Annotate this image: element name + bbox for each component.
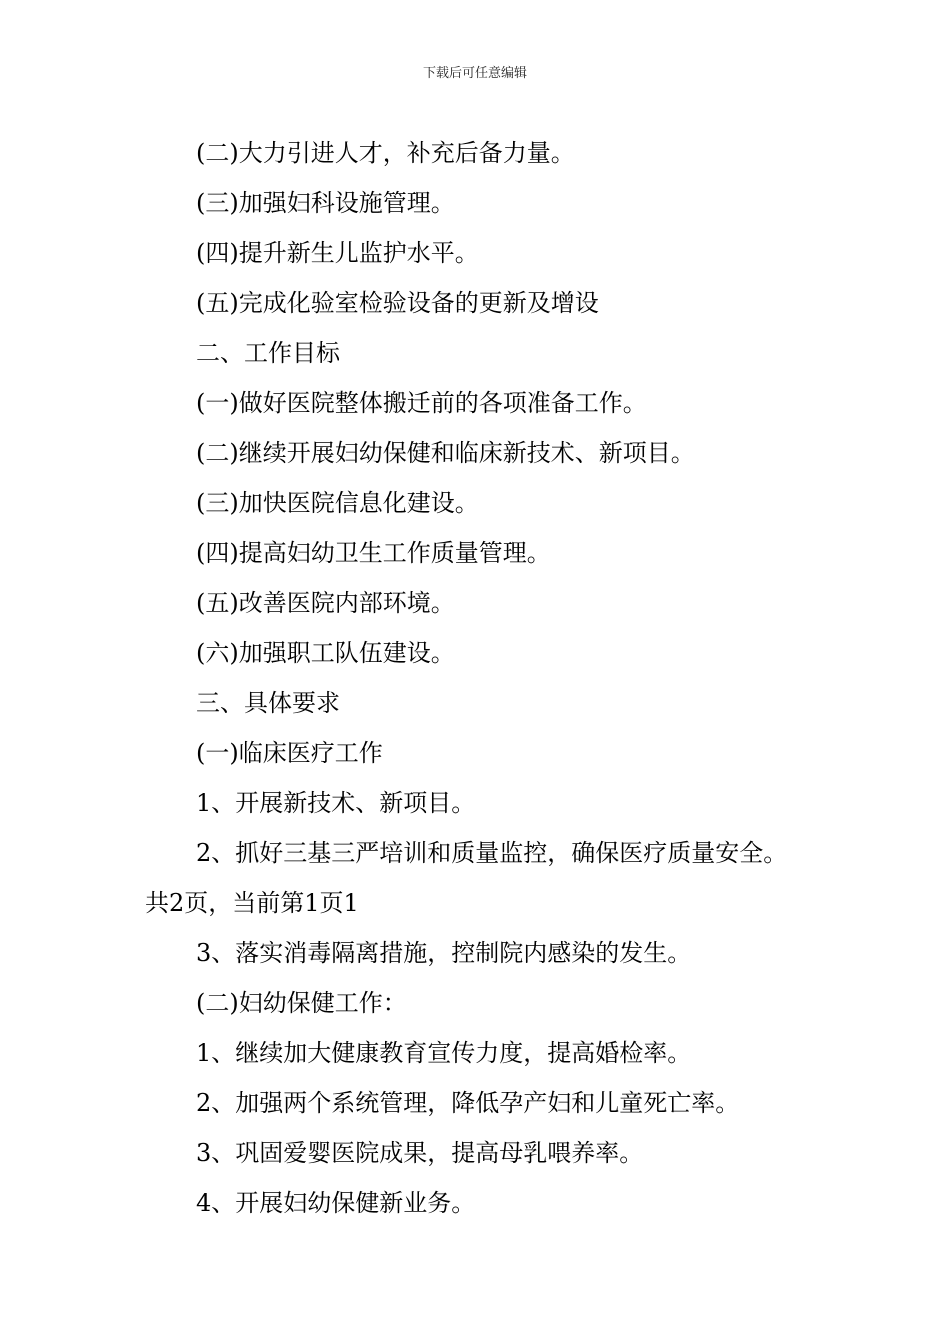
- page-counter: 共2页，当前第1页1: [145, 889, 359, 917]
- text-line: (四)提高妇幼卫生工作质量管理。: [196, 539, 551, 567]
- text-line: 3、落实消毒隔离措施，控制院内感染的发生。: [196, 939, 692, 967]
- text-line: 1、开展新技术、新项目。: [196, 789, 476, 817]
- section-heading: 三、具体要求: [196, 689, 340, 717]
- text-line: 3、巩固爱婴医院成果，提高母乳喂养率。: [196, 1139, 644, 1167]
- text-line: 2、抓好三基三严培训和质量监控，确保医疗质量安全。: [196, 839, 788, 867]
- text-line: (一)做好医院整体搬迁前的各项准备工作。: [196, 389, 647, 417]
- text-line: (五)完成化验室检验设备的更新及增设: [196, 289, 599, 317]
- document-body: [0, 128, 950, 1228]
- subsection-heading: (二)妇幼保健工作：: [196, 989, 407, 1017]
- text-line: (六)加强职工队伍建设。: [196, 639, 455, 667]
- text-line: 2、加强两个系统管理，降低孕产妇和儿童死亡率。: [196, 1089, 740, 1117]
- text-line: 4、开展妇幼保健新业务。: [196, 1189, 476, 1217]
- text-line: (二)大力引进人才，补充后备力量。: [196, 139, 575, 167]
- text-line: (五)改善医院内部环境。: [196, 589, 455, 617]
- text-line: (三)加强妇科设施管理。: [196, 189, 455, 217]
- text-line: (四)提升新生儿监护水平。: [196, 239, 479, 267]
- text-line: 1、继续加大健康教育宣传力度，提高婚检率。: [196, 1039, 692, 1067]
- page-header: 下载后可任意编辑: [422, 66, 527, 81]
- subsection-heading: (一)临床医疗工作: [196, 739, 383, 767]
- text-line: (二)继续开展妇幼保健和临床新技术、新项目。: [196, 439, 695, 467]
- section-heading: 二、工作目标: [196, 339, 340, 367]
- text-line: (三)加快医院信息化建设。: [196, 489, 479, 517]
